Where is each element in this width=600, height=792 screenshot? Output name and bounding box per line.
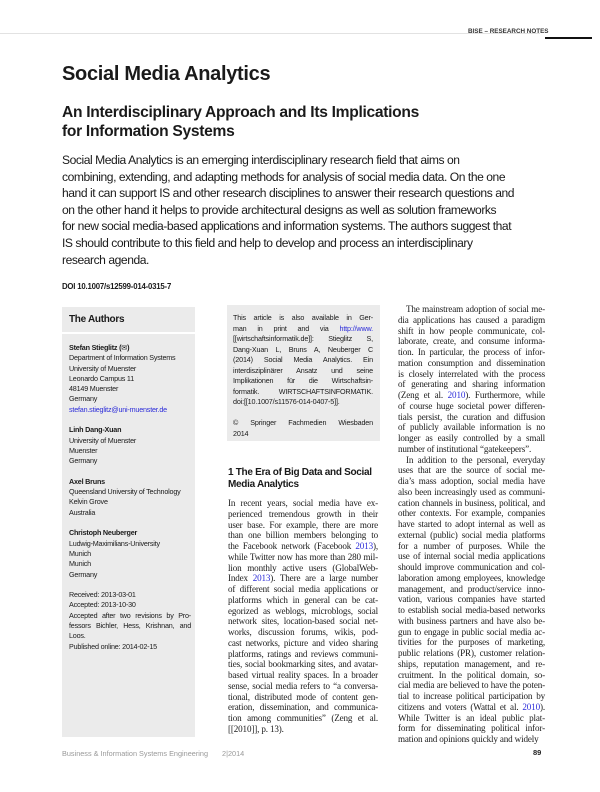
page-number: 89 xyxy=(533,748,542,757)
history-line: Loos. xyxy=(69,631,86,641)
text-run: other contexts. For example, companies xyxy=(398,508,545,519)
footer xyxy=(62,749,244,758)
text-run: Implikationen für die Wirtschaftsin- xyxy=(233,376,373,385)
text-run: tion among communities” (Zeng et al. xyxy=(228,713,378,723)
text-run: (2014) Social Media Analytics. Ein xyxy=(233,355,373,364)
text-line xyxy=(228,659,378,670)
body-column-right xyxy=(398,304,545,745)
text-line xyxy=(398,702,545,713)
author-affiliation-line: Australia xyxy=(69,507,96,517)
text-line xyxy=(233,355,373,366)
text-run: (Zeng et al. xyxy=(398,390,448,400)
subtitle-line: An Interdisciplinary Approach and Its Implications xyxy=(62,104,420,121)
translation-note xyxy=(233,313,373,439)
text-line xyxy=(398,637,545,648)
text-run: ties, social bookmarking sites, and avatar- xyxy=(228,659,378,670)
article-subtitle xyxy=(62,103,582,141)
text-line xyxy=(398,734,545,745)
author-name: Stefan Stieglitz (✉) xyxy=(69,343,130,352)
text-run: tial to increase political participation by xyxy=(398,691,545,701)
body-column-middle xyxy=(228,498,378,735)
text-line xyxy=(398,530,545,541)
authors-list xyxy=(69,343,191,652)
text-run: ), xyxy=(372,541,378,551)
text-run: number of institutional “gatekeepers”. xyxy=(398,443,532,454)
text-line xyxy=(233,376,373,387)
translation-note-box xyxy=(227,305,380,441)
history-line: Accepted: 2013-10-30 xyxy=(69,600,136,610)
text-line xyxy=(398,379,545,390)
link[interactable]: http://www. xyxy=(339,323,373,333)
text-run: man in print and via xyxy=(233,323,340,333)
author-name: Christoph Neuberger xyxy=(69,528,138,538)
text-line xyxy=(398,562,545,573)
abstract-line: combining, extending, and adapting methods for analysis of social media data. On the one xyxy=(62,169,506,184)
author-affiliation-line: Queensland University of Technology xyxy=(69,487,181,497)
text-run: of publicly available information is no xyxy=(398,422,545,433)
text-run: In recent years, social media have ex- xyxy=(228,498,378,508)
text-line xyxy=(228,498,378,509)
text-line xyxy=(398,444,545,455)
text-line xyxy=(398,616,545,627)
text-line xyxy=(228,616,378,627)
author-affiliation-line: Kelvin Grove xyxy=(69,497,108,507)
text-line xyxy=(228,692,378,703)
text-run: platforms, ratings and reviews communi- xyxy=(228,648,378,659)
text-line xyxy=(398,401,545,412)
text-run: the Facebook network (Facebook xyxy=(228,541,356,551)
text-run: sense, social media refers to “a conversa- xyxy=(228,680,378,691)
text-run: platforms which in general can be cat- xyxy=(228,594,378,605)
text-line: doi:[[10.1007/s11576-014-0407-5]]. xyxy=(233,397,340,406)
text-run: should improve communication and col- xyxy=(398,562,545,572)
text-line xyxy=(398,390,545,401)
section-heading: 1 The Era of Big Data and Social Media Analytics xyxy=(228,467,372,490)
author-email-link[interactable]: stefan.stieglitz@uni-muenster.de xyxy=(69,404,167,414)
text-line xyxy=(398,659,545,670)
author-affiliation-line: 48149 Muenster xyxy=(69,384,119,394)
text-line xyxy=(398,541,545,552)
text-line xyxy=(398,648,545,659)
text-line xyxy=(228,552,378,563)
text-line xyxy=(398,465,545,476)
text-line xyxy=(398,508,545,519)
author-affiliation-line: Germany xyxy=(69,569,98,579)
text-line xyxy=(398,691,545,702)
authors-heading-text: The Authors xyxy=(69,314,125,325)
doi: DOI 10.1007/s12599-014-0315-7 xyxy=(62,282,172,291)
text-line xyxy=(233,366,373,377)
text-run: of different social media applications or xyxy=(228,584,378,594)
text-run: use of internal social media applications xyxy=(398,551,545,562)
text-run: lion monthly active users (GlobalWeb- xyxy=(228,562,378,573)
text-run: cruitment. In the political domain, so- xyxy=(398,669,545,680)
author-affiliation-line: University of Muenster xyxy=(69,435,137,445)
authors-box xyxy=(62,307,195,737)
abstract xyxy=(62,152,592,268)
text-line xyxy=(228,563,378,574)
text-line xyxy=(398,487,545,498)
text-run: is closely interrelated with the process xyxy=(398,368,545,379)
text-run: laboration among employees, knowledge xyxy=(398,572,545,583)
text-line xyxy=(233,418,373,429)
text-run: based virtual reality spaces. In a broader xyxy=(228,670,378,680)
text-run: cial media are believed to have the poten- xyxy=(398,680,545,691)
text-line xyxy=(398,455,545,466)
text-line xyxy=(398,336,545,347)
history-line: Accepted after two revisions by Pro- xyxy=(69,610,191,620)
text-line xyxy=(233,313,373,324)
text-line xyxy=(228,681,378,692)
text-run: eration, dissemination, and communica- xyxy=(228,702,378,713)
text-run: than one billion members belonging to xyxy=(228,530,378,541)
text-line xyxy=(233,324,373,335)
abstract-line: on the other hand it helps to provide architectural designs as well as solution frameworks xyxy=(62,202,497,217)
text-run: © Springer Fachmedien Wiesbaden xyxy=(233,418,373,427)
header-rule xyxy=(0,33,540,34)
text-line xyxy=(398,519,545,530)
text-line xyxy=(228,670,378,681)
text-run: ). xyxy=(539,701,545,712)
spacer xyxy=(69,467,191,477)
text-line xyxy=(228,530,378,541)
text-run: gun to engage in public social media ac- xyxy=(398,626,545,637)
text-line xyxy=(228,702,378,713)
text-line xyxy=(398,551,545,562)
text-line xyxy=(398,498,545,509)
link[interactable]: 2013 xyxy=(252,573,271,584)
author-affiliation-line: Munich xyxy=(69,559,91,569)
text-line xyxy=(398,713,545,724)
text-line xyxy=(233,345,373,356)
author-affiliation-line: Department of Information Systems xyxy=(69,353,176,363)
text-line xyxy=(228,627,378,638)
text-run: user base. For example, there are more xyxy=(228,519,378,530)
text-run: The mainstream adoption of social me- xyxy=(406,304,545,314)
text-line xyxy=(398,315,545,326)
text-line xyxy=(398,594,545,605)
text-run: vation, various companies have started xyxy=(398,594,545,605)
text-line xyxy=(398,347,545,358)
author-affiliation-line: Germany xyxy=(69,456,98,466)
publication-history xyxy=(69,590,191,652)
journal-name: Business & Information Systems Engineering xyxy=(62,749,209,758)
author-affiliation-line: Muenster xyxy=(69,445,98,455)
text-line xyxy=(398,573,545,584)
text-run: This article is also available in Ger- xyxy=(233,313,373,322)
history-line: Received: 2013-03-01 xyxy=(69,590,136,600)
text-run: tional, distributed mode of content gen- xyxy=(228,691,378,702)
text-run: of generating and sharing information xyxy=(398,379,545,390)
text-run: citizens and voters (Wattal et al. xyxy=(398,701,523,712)
text-run: form for disseminating political infor- xyxy=(398,723,545,734)
text-run: ). There are a large number xyxy=(270,573,378,584)
text-line xyxy=(398,680,545,691)
author-email-row xyxy=(69,405,191,415)
text-line xyxy=(228,595,378,606)
text-run: tials persist, the curation and diffusion xyxy=(398,411,545,422)
abstract-line: Social Media Analytics is an emerging interdisciplinary research field that aims on xyxy=(62,153,460,167)
text-line xyxy=(228,509,378,520)
text-run: Dang-Xuan L, Bruns A, Neuberger C xyxy=(233,344,373,354)
text-line xyxy=(398,723,545,734)
author-name: Axel Bruns xyxy=(69,476,105,486)
text-run: external (public) social media platforms xyxy=(398,529,545,540)
text-line xyxy=(228,606,378,617)
text-line: [[2010]], p. 13). xyxy=(228,723,284,734)
link[interactable]: 2013 xyxy=(355,541,373,551)
text-run: longer as easily controlled by a small xyxy=(398,433,545,443)
text-run: for a number of purposes. While the xyxy=(398,540,545,551)
text-run: management, and product/service inno- xyxy=(398,583,545,594)
text-run: mation consumption and dissemination xyxy=(398,357,545,368)
text-run: perienced tremendous growth in their xyxy=(228,508,378,519)
author-affiliation-line: Leonardo Campus 11 xyxy=(69,373,134,383)
author-affiliation-line: Ludwig-Maximilians-University xyxy=(69,538,160,548)
text-run: mation and opinions quickly and widely xyxy=(398,734,539,744)
spacer xyxy=(69,580,191,590)
author-affiliation-line: Munich xyxy=(69,548,91,558)
text-run: to establish social media-based networks xyxy=(398,605,545,615)
text-line xyxy=(228,649,378,660)
text-line xyxy=(228,541,378,552)
header-accent-bar xyxy=(545,37,592,39)
text-run: interdisziplinärer Ansatz und seine xyxy=(233,365,373,375)
text-run: network sites, location-based social net- xyxy=(228,616,378,627)
spacer xyxy=(69,415,191,425)
text-line xyxy=(398,627,545,638)
text-run: have started to adopt internal as well as xyxy=(398,519,545,529)
text-run: dia’s mass adoption, social media have xyxy=(398,476,545,486)
text-line xyxy=(398,584,545,595)
text-line xyxy=(228,584,378,595)
text-line xyxy=(398,304,545,315)
text-run: works, discussion forums, wikis, pod- xyxy=(228,627,378,637)
text-line xyxy=(398,422,545,433)
text-line xyxy=(398,476,545,487)
text-line xyxy=(398,605,545,616)
link[interactable]: 2010 xyxy=(522,701,540,712)
text-line: formatik. WIRTSCHAFTSINFORMATIK. xyxy=(233,386,373,396)
history-line: Published online: 2014-02-15 xyxy=(69,641,157,651)
text-run: ships, reputation management, and re- xyxy=(398,658,545,669)
text-run: shift in how people communicate, col- xyxy=(398,325,545,336)
text-run: cast networks, picture and video sharing xyxy=(228,637,378,648)
text-line xyxy=(398,433,545,444)
text-line xyxy=(228,713,378,724)
text-run: also been increasingly used as communi- xyxy=(398,486,545,497)
article-title: Social Media Analytics xyxy=(62,63,271,85)
text-run: In addition to the personal, everyday xyxy=(406,454,545,465)
text-line xyxy=(398,326,545,337)
link[interactable]: 2010 xyxy=(447,390,466,400)
spacer xyxy=(69,518,191,528)
text-line xyxy=(228,520,378,531)
text-line xyxy=(398,369,545,380)
text-run: egorized as weblogs, microblogs, social xyxy=(228,605,378,616)
abstract-line: hand it can support IS and other research disciplines to answer their research questions and xyxy=(62,186,515,201)
author-affiliation-line: University of Muenster xyxy=(69,363,137,373)
text-run: cation channels in business, political, and xyxy=(398,497,545,508)
history-line: fessors Bichler, Hess, Krishnan, and xyxy=(69,621,191,631)
text-run: ). Furthermore, while xyxy=(465,390,545,400)
text-run: public relations (PR), customer relation- xyxy=(398,648,545,658)
text-run: laborate, create, and consume informa- xyxy=(398,336,545,347)
text-line: 2014 xyxy=(233,428,249,438)
text-line xyxy=(398,412,545,423)
text-line xyxy=(398,358,545,369)
author-affiliation-line: Germany xyxy=(69,394,98,404)
text-line: [[wirtschaftsinformatik.de]]: Stieglitz S, xyxy=(233,334,373,343)
issue-number: 2|2014 xyxy=(222,749,245,758)
paragraph-gap xyxy=(233,408,373,419)
abstract-line: for new social media-based applications and information systems. The authors suggest that xyxy=(62,219,512,234)
text-run: Index xyxy=(228,573,253,584)
text-run: While Twitter is an ideal public plat- xyxy=(398,712,545,723)
text-run: tion. In particular, the process of infor- xyxy=(398,347,545,357)
text-line xyxy=(228,573,378,584)
text-line xyxy=(398,670,545,681)
text-run: of course huge societal power differen- xyxy=(398,400,545,411)
abstract-line: IS should contribute to this field and help to develop and process an interdisciplinary xyxy=(62,235,473,250)
abstract-line: research agenda. xyxy=(62,252,149,267)
running-header: BISE – RESEARCH NOTES xyxy=(468,28,549,35)
text-run: dia applications has caused a paradigm xyxy=(398,314,545,325)
text-run: with business partners and have also be- xyxy=(398,615,545,626)
author-name: Linh Dang-Xuan xyxy=(69,425,122,435)
text-run: while Twitter now has more than 280 mil- xyxy=(228,551,378,562)
text-run: tivities for the purposes of marketing, xyxy=(398,637,545,648)
text-run: uses that are the source of social me- xyxy=(398,465,545,476)
subtitle-line: for Information Systems xyxy=(62,123,235,140)
text-line xyxy=(228,638,378,649)
authors-heading xyxy=(62,307,195,334)
